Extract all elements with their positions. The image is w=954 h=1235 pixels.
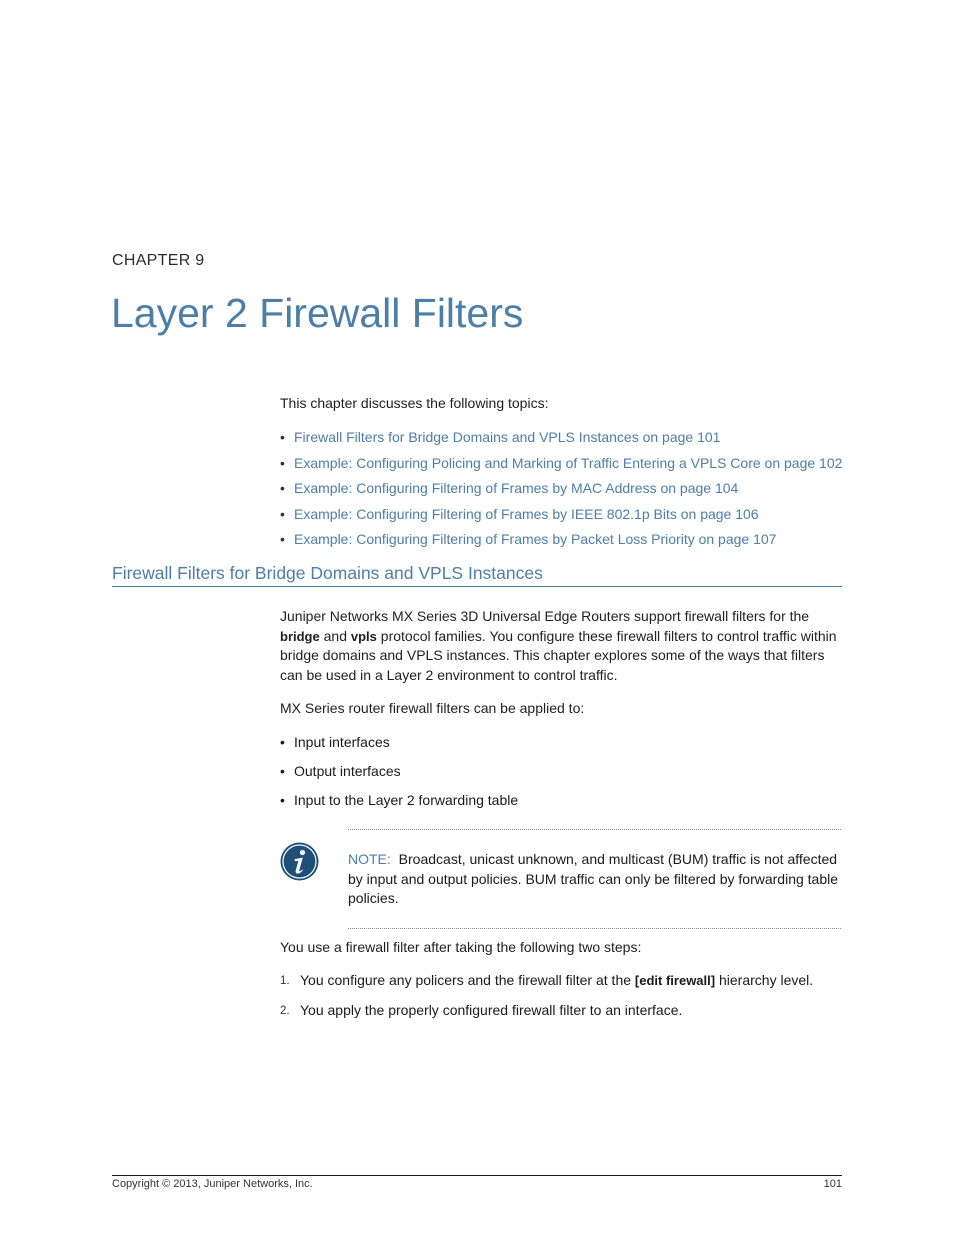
section-heading: Firewall Filters for Bridge Domains and VPLS Instances	[112, 563, 842, 587]
bullet-icon: •	[280, 480, 285, 497]
step-text: You apply the properly configured firewall filter to an interface.	[300, 1002, 683, 1018]
bullet-icon: •	[280, 531, 285, 548]
list-item	[280, 791, 518, 820]
note-text	[348, 850, 838, 909]
bullet-icon: •	[280, 792, 285, 808]
topic-item	[280, 504, 860, 530]
chapter-title: Layer 2 Firewall Filters	[111, 290, 524, 336]
step-number: 1.	[280, 975, 290, 987]
step-number: 2.	[280, 1005, 290, 1017]
code-vpls: vpls	[350, 628, 377, 644]
note-top-divider	[348, 829, 841, 830]
bullet-icon: •	[280, 763, 285, 779]
list-item	[280, 762, 518, 791]
list-item-text: Input to the Layer 2 forwarding table	[294, 792, 519, 808]
topic-item	[280, 529, 860, 555]
footer-divider	[112, 1175, 842, 1176]
note-bottom-divider	[348, 928, 841, 929]
step-text: You configure any policers and the firewall filter at the	[300, 972, 635, 988]
step-text: hierarchy level.	[715, 972, 814, 988]
page-number: 101	[823, 1178, 842, 1190]
topic-link[interactable]: Firewall Filters for Bridge Domains and VPLS Instances on page 101	[294, 429, 721, 445]
topic-item	[280, 427, 860, 453]
paragraph-text: protocol families. You configure these firewall filters to control traffic within bridge domains and VPLS instances. This chapter explores some of the ways that filters can be used in a Layer 2 environment to control traffic.	[280, 627, 837, 683]
list-item	[280, 733, 518, 762]
code-bridge: bridge	[280, 628, 320, 644]
note-label: NOTE:	[348, 851, 391, 867]
code-edit-firewall: [edit firewall]	[634, 973, 716, 988]
step-item	[280, 1001, 850, 1031]
topic-link[interactable]: Example: Configuring Filtering of Frames by Packet Loss Priority on page 107	[294, 531, 777, 548]
bullet-icon: •	[280, 429, 285, 445]
step-item	[280, 971, 850, 1001]
chapter-label: CHAPTER 9	[112, 252, 205, 269]
section-paragraph	[280, 607, 845, 685]
bullet-icon: •	[280, 454, 285, 471]
steps-list	[280, 971, 850, 1031]
apply-intro: MX Series router firewall filters can be applied to:	[280, 700, 585, 716]
bullet-icon: •	[280, 505, 285, 522]
topic-item	[280, 453, 860, 479]
intro-text: This chapter discusses the following topics:	[280, 395, 549, 411]
paragraph-text: and	[319, 627, 351, 644]
apply-list	[280, 733, 518, 820]
list-item-text: Output interfaces	[294, 763, 401, 779]
paragraph-text: Juniper Networks MX Series 3D Universal Edge Routers support firewall filters for the	[280, 608, 810, 624]
topic-link[interactable]: Example: Configuring Filtering of Frames by MAC Address on page 104	[294, 480, 739, 497]
topic-link[interactable]: Example: Configuring Filtering of Frames by IEEE 802.1p Bits on page 106	[294, 505, 759, 522]
info-icon	[280, 842, 319, 881]
topic-list	[280, 427, 860, 555]
note-body: Broadcast, unicast unknown, and multicast (BUM) traffic is not affected by input and output policies. BUM traffic can only be filtered by forwarding table policies.	[348, 851, 839, 906]
steps-intro: You use a firewall filter after taking the following two steps:	[280, 939, 642, 955]
topic-item	[280, 478, 860, 504]
footer-copyright: Copyright © 2013, Juniper Networks, Inc.	[112, 1178, 313, 1190]
bullet-icon: •	[280, 734, 285, 750]
topic-link[interactable]: Example: Configuring Policing and Marking of Traffic Entering a VPLS Core on page 102	[294, 454, 843, 471]
list-item-text: Input interfaces	[294, 734, 390, 750]
